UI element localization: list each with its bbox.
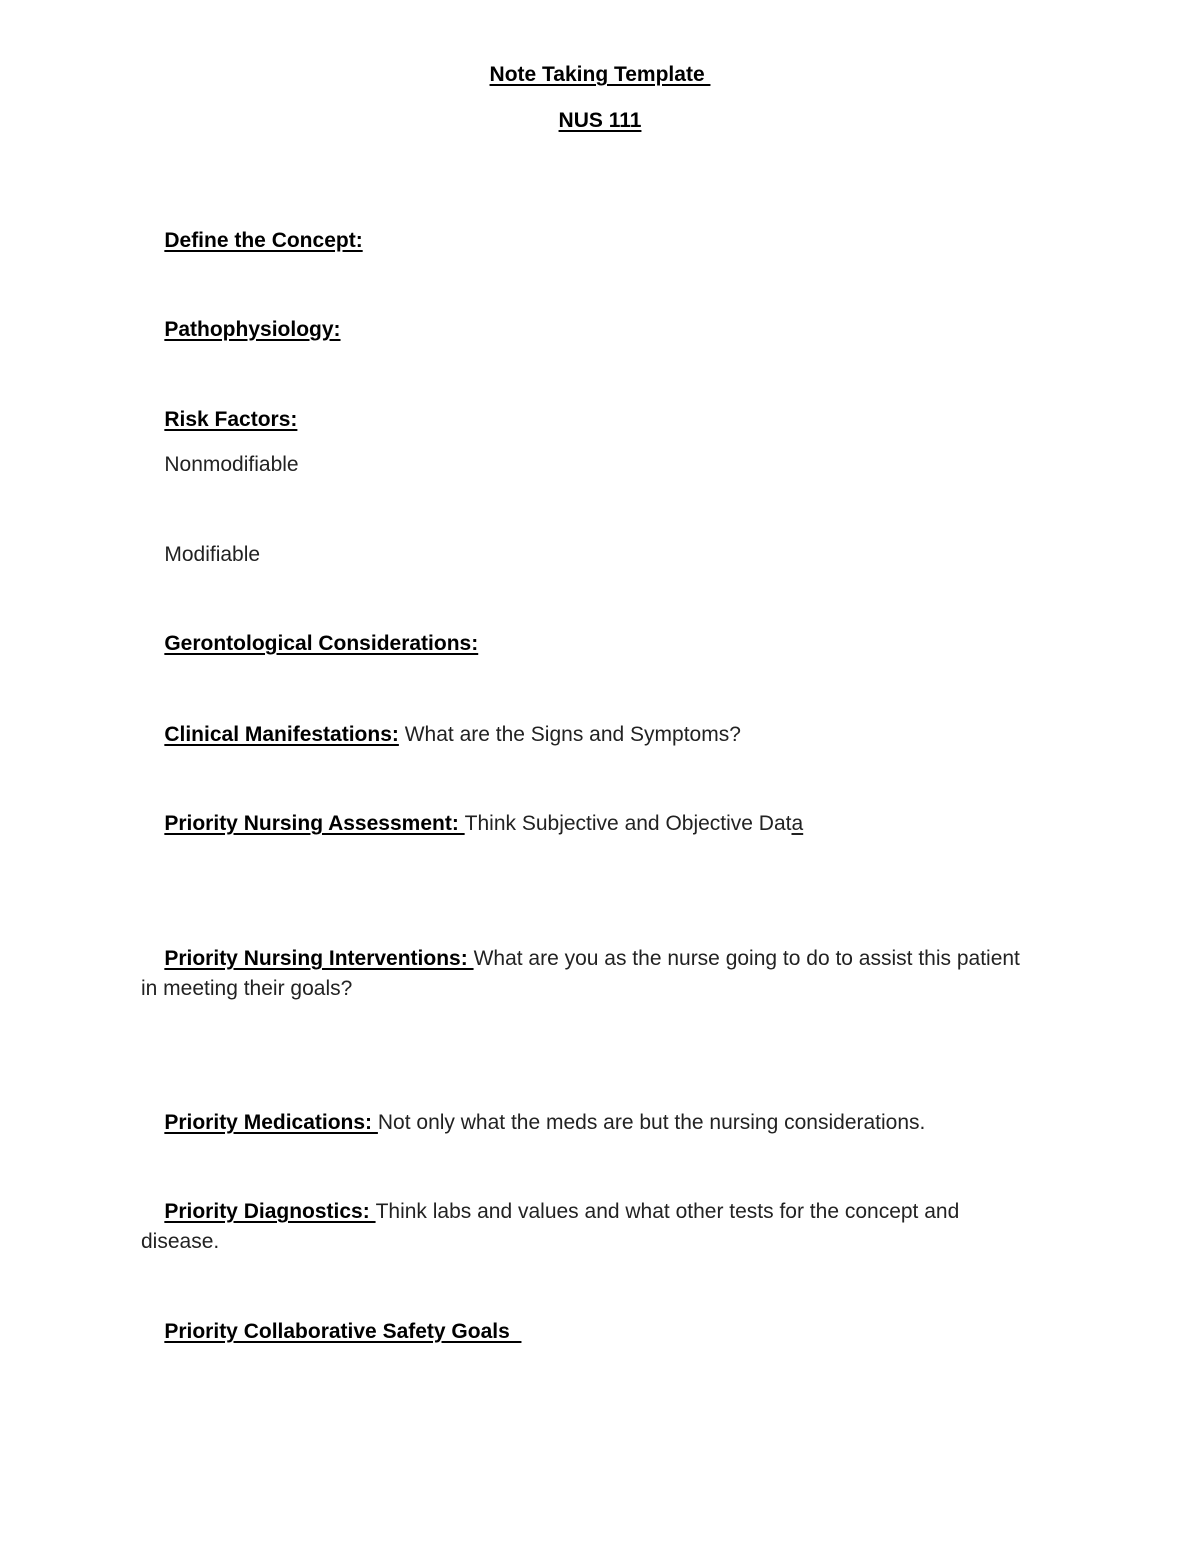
pathophysiology-heading: Pathophysiology: <box>164 318 341 341</box>
modifiable-label <box>141 510 1041 600</box>
nonmodifiable-label <box>141 420 1041 510</box>
nursing-interventions-prompt: What are you as the nurse going to do to assist this patient in meeting their goals? <box>141 947 1026 1000</box>
define-concept-heading: Define the Concept: <box>164 229 363 252</box>
document-title <box>0 62 1200 88</box>
gerontological-heading: Gerontological Considerations: <box>164 632 479 655</box>
nursing-assessment-section <box>141 779 1041 869</box>
medications-section <box>141 1078 1041 1168</box>
safety-goals-heading: Priority Collaborative Safety Goals <box>164 1320 522 1343</box>
medications-prompt: Not only what the meds are but the nursing considerations. <box>377 1111 926 1134</box>
clinical-manifestations-prompt: What are the Signs and Symptoms? <box>398 723 741 746</box>
pathophysiology-section <box>141 285 1041 375</box>
safety-goals-section <box>141 1287 1041 1377</box>
nursing-interventions-heading: Priority Nursing Interventions: <box>164 947 474 970</box>
diagnostics-heading: Priority Diagnostics: <box>164 1200 376 1223</box>
clinical-manifestations-section <box>141 690 1041 780</box>
nursing-assessment-prompt: Think Subjective and Objective Dat <box>464 812 792 835</box>
nursing-assessment-heading: Priority Nursing Assessment: <box>164 812 465 835</box>
nursing-assessment-prompt-end: a <box>791 812 804 835</box>
document-title-text: Note Taking Template <box>489 63 711 86</box>
define-concept-section <box>141 196 1041 286</box>
diagnostics-section <box>141 1167 1041 1287</box>
medications-heading: Priority Medications: <box>164 1111 378 1134</box>
nursing-interventions-section <box>141 914 1041 1034</box>
risk-factors-heading: Risk Factors: <box>164 408 298 431</box>
nonmodifiable-text: Nonmodifiable <box>164 453 299 476</box>
course-code-text: NUS 111 <box>558 109 642 132</box>
gerontological-section <box>141 599 1041 689</box>
course-code <box>0 108 1200 134</box>
modifiable-text: Modifiable <box>164 543 261 566</box>
diagnostics-prompt: Think labs and values and what other tests for the concept and disease. <box>141 1200 966 1253</box>
clinical-manifestations-heading: Clinical Manifestations: <box>164 723 399 746</box>
